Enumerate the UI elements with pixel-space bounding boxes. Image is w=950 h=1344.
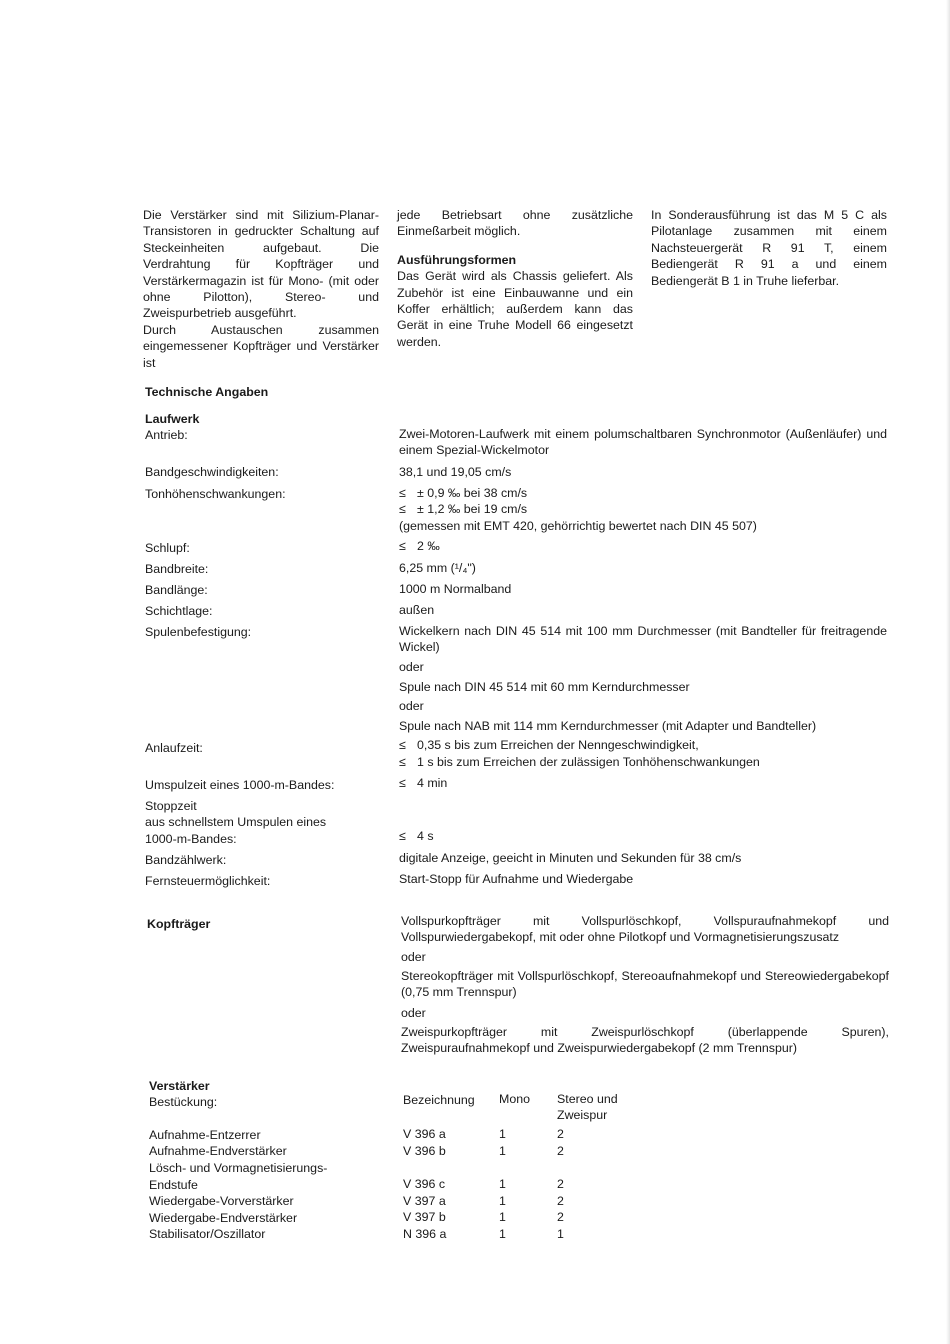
less-equal-symbol: ≤ [399,776,406,790]
label-stoppzeit-2: aus schnellstem Umspulen eines [145,815,327,829]
table-cell-name: Wiedergabe-Endverstärker [149,1211,298,1225]
label-schichtlage: Schichtlage: [145,604,213,618]
table-cell-stereo: 2 [557,1194,564,1208]
section-heading-kopftraeger: Kopfträger [147,917,211,931]
intro-paragraph-4: Das Gerät wird als Chassis geliefert. Als Zubehör ist eine Einbauwanne und ein Koffer erhältlich; außerdem kann das Gerät in eine Truhe Modell 66 eingesetzt werden. [397,269,633,349]
table-header-stereo-2: Zweispur [557,1108,608,1122]
value-stoppzeit: ≤ 4 s [399,829,434,843]
value-spulenbefestigung-1: Wickelkern nach DIN 45 514 mit 100 mm Durchmesser (mit Bandteller für freitragende Wickel) [399,624,887,655]
label-fernsteuermoeglichkeit: Fernsteuermöglichkeit: [145,874,271,888]
table-cell-stereo: 2 [557,1127,564,1141]
subheading-laufwerk: Laufwerk [145,412,200,426]
value-tonhoehenschwankungen-2: ≤ ± 1,2 ‰ bei 19 cm/s [399,502,528,516]
label-bandbreite: Bandbreite: [145,562,209,576]
table-cell-mono: 1 [499,1144,506,1158]
table-header-bezeichnung: Bezeichnung [403,1093,475,1107]
table-cell-code: V 397 b [403,1210,446,1224]
table-cell-code: V 397 a [403,1194,446,1208]
label-antrieb: Antrieb: [145,428,188,442]
value-fernsteuermoeglichkeit: Start-Stopp für Aufnahme und Wiedergabe [399,872,634,886]
table-cell-name: Aufnahme-Entzerrer [149,1128,261,1142]
scan-edge-shadow [946,0,950,1344]
table-cell-name: Endstufe [149,1178,198,1192]
table-cell-name: Stabilisator/Oszillator [149,1227,266,1241]
value-schlupf: ≤ 2 ‰ [399,539,440,553]
less-equal-symbol: ≤ [399,486,406,500]
value-spulenbefestigung-2: Spule nach DIN 45 514 mit 60 mm Kerndurchmesser [399,680,690,694]
section-heading-verstaerker: Verstärker [149,1079,210,1093]
table-cell-stereo: 2 [557,1210,564,1224]
label-anlaufzeit: Anlaufzeit: [145,741,203,755]
value-bandbreite: 6,25 mm (¹/₄") [399,561,476,575]
label-umspulzeit: Umspulzeit eines 1000-m-Bandes: [145,778,335,792]
table-cell-mono: 1 [499,1210,506,1224]
label-stoppzeit-3: 1000-m-Bandes: [145,832,237,846]
value-antrieb: Zwei-Motoren-Laufwerk mit einem polumschaltbaren Synchronmotor (Außenläufer) und einem Spezial-Wickelmotor [399,427,887,458]
value-umspulzeit: ≤ 4 min [399,776,448,790]
table-cell-name: Wiedergabe-Vorverstärker [149,1194,294,1208]
intro-paragraph-3: jede Betriebsart ohne zusätzliche Einmeßarbeit möglich. [397,208,633,239]
table-cell-mono: 1 [499,1127,506,1141]
value-kopftraeger-zweispur: Zweispurkopfträger mit Zweispurlöschkopf (überlappende Spuren), Zweispuraufnahmekopf und Zweispurwiedergabekopf (2 mm Trennspur) [401,1025,889,1056]
less-equal-symbol: ≤ [399,738,406,752]
label-bandgeschwindigkeiten: Bandgeschwindigkeiten: [145,465,279,479]
intro-paragraph-2: Durch Austauschen zusammen eingemessener Kopfträger und Verstärker ist [143,322,379,370]
table-cell-code: V 396 c [403,1177,446,1191]
label-tonhoehenschwankungen: Tonhöhenschwankungen: [145,487,286,501]
section-heading-ausfuehrungsformen: Ausführungsformen [397,252,517,267]
table-cell-code: V 396 a [403,1127,446,1141]
table-header-mono: Mono [499,1092,530,1106]
table-cell-stereo: 2 [557,1144,564,1158]
value-kopftraeger-oder-2: oder [401,1006,426,1020]
table-cell-mono: 1 [499,1194,506,1208]
value-spulenbefestigung-oder-1: oder [399,660,424,674]
table-header-stereo-1: Stereo und [557,1092,618,1106]
value-tonhoehenschwankungen-1: ≤ ± 0,9 ‰ bei 38 cm/s [399,486,528,500]
table-cell-code: N 396 a [403,1227,447,1241]
less-equal-symbol: ≤ [399,502,406,516]
value-bandlaenge: 1000 m Normalband [399,582,512,596]
label-schlupf: Schlupf: [145,541,190,555]
value-schichtlage: außen [399,603,435,617]
less-equal-symbol: ≤ [399,829,406,843]
subheading-bestueckung: Bestückung: [149,1095,218,1109]
value-bandgeschwindigkeiten: 38,1 und 19,05 cm/s [399,465,512,479]
label-bandlaenge: Bandlänge: [145,583,208,597]
table-cell-name: Lösch- und Vormagnetisierungs- [149,1161,328,1175]
intro-column-1 [143,207,379,371]
less-equal-symbol: ≤ [399,539,406,553]
intro-column-2 [397,207,633,350]
section-heading-technische-angaben: Technische Angaben [145,385,269,399]
value-spulenbefestigung-oder-2: oder [399,699,424,713]
value-kopftraeger-vollspur: Vollspurkopfträger mit Vollspurlöschkopf, Vollspuraufnahmekopf und Vollspurwiedergabekopf, mit oder ohne Pilotkopf und Vormagnetisierungszusatz [401,914,889,945]
value-tonhoehenschwankungen-3: (gemessen mit EMT 420, gehörrichtig bewertet nach DIN 45 507) [399,519,757,533]
table-cell-code: V 396 b [403,1144,446,1158]
table-cell-mono: 1 [499,1177,506,1191]
label-spulenbefestigung: Spulenbefestigung: [145,625,252,639]
intro-paragraph-1: Die Verstärker sind mit Silizium-Planar-Transistoren in gedruckter Schaltung auf Steckeinheiten aufgebaut. Die Verdrahtung für Kopfträger und Verstärkermagazin ist für Mono- (mit oder ohne Pilotton), Stereo- und Zweispurbetrieb ausgeführt. [143,208,379,321]
intro-paragraph-5: In Sonderausführung ist das M 5 C als Pilotanlage zusammen mit einem Nachsteuergerät R 91 T, einem Bediengerät R 91 a und einem Bediengerät B 1 in Truhe lieferbar. [651,208,887,288]
table-cell-stereo: 2 [557,1177,564,1191]
value-anlaufzeit-2: ≤ 1 s bis zum Erreichen der zulässigen Tonhöhenschwankungen [399,755,760,769]
table-cell-mono: 1 [499,1227,506,1241]
label-stoppzeit-1: Stoppzeit [145,799,197,813]
table-cell-name: Aufnahme-Endverstärker [149,1144,287,1158]
value-kopftraeger-oder-1: oder [401,950,426,964]
value-kopftraeger-stereo: Stereokopfträger mit Vollspurlöschkopf, Stereoaufnahmekopf und Stereowiedergabekopf (0,75 mm Trennspur) [401,969,889,1000]
value-spulenbefestigung-3: Spule nach NAB mit 114 mm Kerndurchmesser (mit Adapter und Bandteller) [399,719,817,733]
value-anlaufzeit-1: ≤ 0,35 s bis zum Erreichen der Nenngeschwindigkeit, [399,738,699,752]
label-bandzaehlwerk: Bandzählwerk: [145,853,227,867]
value-bandzaehlwerk: digitale Anzeige, geeicht in Minuten und Sekunden für 38 cm/s [399,851,742,865]
table-cell-stereo: 1 [557,1227,564,1241]
intro-column-3 [651,207,887,289]
less-equal-symbol: ≤ [399,755,406,769]
